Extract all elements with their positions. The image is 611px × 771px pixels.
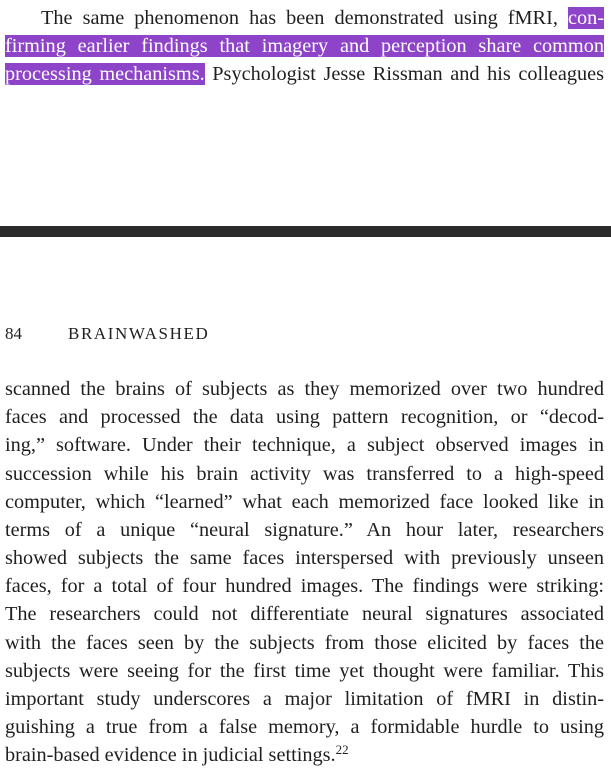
text-line: scanned the brains of subjects as they memorized over two hundred xyxy=(5,378,604,400)
text-line: showed subjects the same faces interspersed with previously unseen xyxy=(5,547,604,569)
text-line xyxy=(41,4,604,32)
text-span: The same phenomenon has been demonstrated using fMRI, xyxy=(41,7,568,29)
text-span: Psychologist Jesse Rissman and his colleagues xyxy=(204,63,605,85)
text-line: guishing a true from a false memory, a formidable hurdle to using xyxy=(5,716,604,738)
text-line: faces and processed the data using pattern recognition, or “decod- xyxy=(5,406,604,428)
text-line-last xyxy=(5,741,604,769)
text-span: brain-based evidence in judicial settings. xyxy=(5,744,336,766)
text-line: computer, which “learned” what each memorized face looked like in xyxy=(5,491,604,513)
text-line: important study underscores a major limitation of fMRI in distin- xyxy=(5,688,604,710)
text-line: terms of a unique “neural signature.” An hour later, researchers xyxy=(5,519,604,541)
page-number: 84 xyxy=(5,324,22,343)
text-line: with the faces seen by the subjects from those elicited by faces the xyxy=(5,632,604,654)
highlighted-text[interactable]: processing mechanisms. xyxy=(5,63,205,85)
page-divider xyxy=(0,226,611,237)
running-title: BRAINWASHED xyxy=(68,324,210,343)
text-line: ing,” software. Under their technique, a subject observed images in xyxy=(5,434,604,456)
text-line: succession while his brain activity was transferred to a high-speed xyxy=(5,463,604,485)
highlighted-text[interactable]: con- xyxy=(567,7,604,29)
highlighted-text[interactable]: firming earlier findings that imagery and perception share common xyxy=(5,35,604,57)
text-line xyxy=(5,32,604,60)
footnote-reference[interactable]: 22 xyxy=(335,742,349,757)
text-line: faces, for a total of four hundred images. The findings were striking: xyxy=(5,575,604,597)
text-line: The researchers could not differentiate neural signatures associated xyxy=(5,603,604,625)
text-line: subjects were seeing for the first time yet thought were familiar. This xyxy=(5,660,604,682)
text-line xyxy=(5,60,604,88)
